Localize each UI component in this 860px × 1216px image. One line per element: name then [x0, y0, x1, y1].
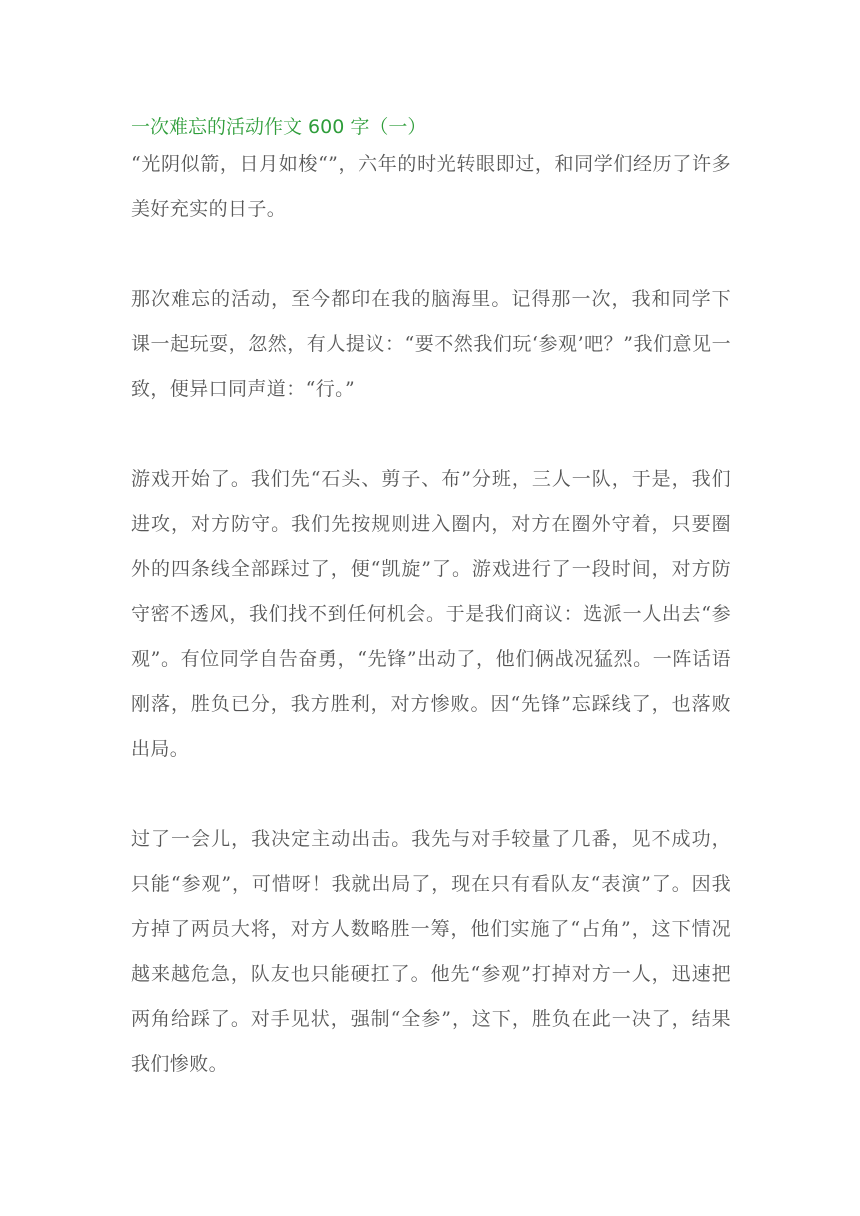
- paragraph-3: 游戏开始了。我们先“石头、剪子、布”分班，三人一队，于是，我们进攻，对方防守。我们先按规则进入圈内，对方在圈外守着，只要圈外的四条线全部踩过了，便“凯旋”了。游戏进行了一段时间，对方防守密不透风，我们找不到任何机会。于是我们商议：选派一人出去“参观”。有位同学自告奋勇，“先锋”出动了，他们俩战况猛烈。一阵话语刚落，胜负已分，我方胜利，对方惨败。因“先锋”忘踩线了，也落败出局。: [131, 468, 731, 760]
- paragraph-1: “光阴似箭，日月如梭“”，六年的时光转眼即过，和同学们经历了许多美好充实的日子。: [131, 153, 731, 220]
- paragraph-2: 那次难忘的活动，至今都印在我的脑海里。记得那一次，我和同学下课一起玩耍，忽然，有人提议：“要不然我们玩‘参观’吧？”我们意见一致，便异口同声道：“行。”: [131, 288, 731, 400]
- article-body: [131, 112, 731, 1087]
- article-title: 一次难忘的活动作文 600 字（一）: [131, 116, 427, 138]
- paragraph-4: 过了一会儿，我决定主动出击。我先与对手较量了几番，见不成功，只能“参观”，可惜呀！我就出局了，现在只有看队友“表演”了。因我方掉了两员大将，对方人数略胜一筹，他们实施了“占角”，这下情况越来越危急，队友也只能硬扛了。他先“参观”打掉对方一人，迅速把两角给踩了。对手见状，强制“全参”，这下，胜负在此一决了，结果我们惨败。: [131, 828, 731, 1075]
